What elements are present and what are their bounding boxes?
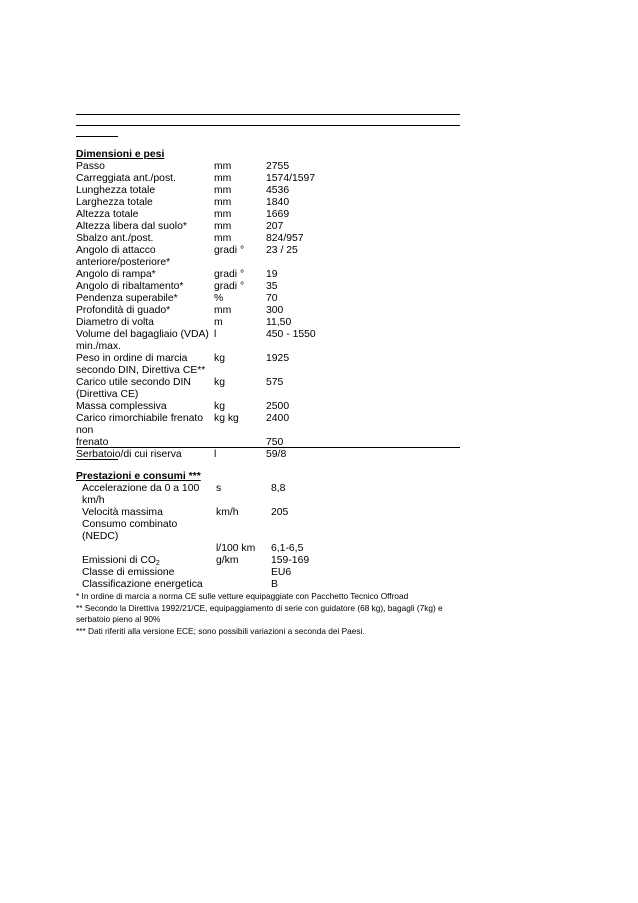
table-row: [76, 365, 346, 377]
table-row: [76, 185, 346, 197]
row-value: 575: [266, 377, 284, 388]
row-label: Peso in ordine di marcia: [76, 353, 188, 364]
dimensions-table: [76, 161, 346, 461]
dimensions-title: Dimensioni e pesi: [76, 149, 165, 160]
table-row: [76, 197, 346, 209]
row-unit: [216, 495, 271, 507]
row-label: Angolo di attacco: [76, 245, 156, 256]
row-unit: mm: [214, 197, 232, 208]
row-unit: mm: [214, 221, 232, 232]
row-value: 1669: [266, 209, 290, 220]
row-unit: %: [214, 293, 224, 304]
row-value: 2755: [266, 161, 290, 172]
row-value: 70: [266, 293, 278, 304]
row-unit: l: [214, 449, 217, 460]
performance-title-suffix: ***: [185, 471, 201, 482]
row-value: 23 / 25: [266, 245, 298, 256]
row-value: 2500: [266, 401, 290, 412]
table-row: [76, 389, 346, 401]
energy-label: Classificazione energetica: [82, 579, 203, 590]
row-unit: mm: [214, 173, 232, 184]
table-row: [76, 353, 346, 365]
energy-value: B: [271, 579, 278, 590]
row-unit: l: [214, 329, 217, 340]
row-value: [266, 389, 346, 401]
row-unit: mm: [214, 305, 232, 316]
table-row: [76, 401, 346, 413]
class-value: EU6: [271, 567, 292, 578]
table-row: [82, 579, 351, 591]
row-value: 300: [266, 305, 284, 316]
top-rule-2: [76, 125, 460, 126]
row-value: 19: [266, 269, 278, 280]
row-value: 750: [266, 437, 284, 448]
row-label: min./max.: [76, 341, 122, 352]
row-label: [82, 543, 216, 555]
row-unit: mm: [214, 161, 232, 172]
row-unit: [216, 519, 271, 543]
table-row: [76, 329, 346, 341]
row-label: Consumo combinato (NEDC): [82, 519, 178, 542]
performance-table: [82, 483, 351, 591]
row-unit: gradi °: [214, 269, 245, 280]
row-label: (Direttiva CE): [76, 389, 139, 400]
row-value: [266, 257, 346, 269]
table-row: [76, 209, 346, 221]
row-label: Sbalzo ant./post.: [76, 233, 154, 244]
row-value: 207: [266, 221, 284, 232]
row-label: Altezza libera dal suolo*: [76, 221, 187, 232]
class-label: Classe di emissione: [82, 567, 175, 578]
row-value: 450 - 1550: [266, 329, 316, 340]
table-row: [82, 555, 351, 567]
row-unit: mm: [214, 185, 232, 196]
mid-short-rule: [76, 459, 118, 460]
row-label: Accelerazione da 0 a 100: [82, 483, 200, 494]
emissions-value: 159-169: [271, 555, 310, 566]
row-value: 205: [271, 507, 289, 518]
row-value: 8,8: [271, 483, 286, 494]
performance-title-text: Prestazioni e consumi: [76, 471, 186, 482]
row-label: Angolo di ribaltamento*: [76, 281, 184, 292]
row-value: 59/8: [266, 449, 287, 460]
row-label: Larghezza totale: [76, 197, 153, 208]
row-unit: [214, 257, 266, 269]
row-label: Massa complessiva: [76, 401, 167, 412]
row-unit: mm: [214, 233, 232, 244]
row-label: Altezza totale: [76, 209, 139, 220]
row-unit: s: [216, 483, 222, 494]
row-unit: [214, 365, 266, 377]
row-label: Serbatoio/di cui riserva: [76, 449, 182, 460]
table-row: [76, 377, 346, 389]
row-label: anteriore/posteriore*: [76, 257, 171, 268]
row-value: 1840: [266, 197, 290, 208]
footnote-1: * In ordine di marcia a norma CE sulle vetture equipaggiate con Pacchetto Tecnico Offroad: [76, 591, 409, 601]
table-row: [76, 317, 346, 329]
footnote-2: ** Secondo la Direttiva 1992/21/CE, equipaggiamento di serie con guidatore (68 kg), bagagli (7kg) e serbatoio pieno al 90%: [76, 602, 443, 624]
row-value: [271, 495, 351, 507]
row-label: km/h: [82, 495, 105, 506]
table-row: [82, 567, 351, 579]
row-value: [271, 519, 351, 543]
table-row: [76, 161, 346, 173]
table-row: [82, 519, 351, 543]
row-unit: gradi °: [214, 281, 245, 292]
row-label: secondo DIN, Direttiva CE**: [76, 365, 206, 376]
table-row: [76, 341, 346, 353]
row-unit: l/100 km: [216, 543, 256, 554]
row-label: Diametro di volta: [76, 317, 154, 328]
table-row: [82, 495, 351, 507]
table-row: [76, 221, 346, 233]
table-row: [76, 257, 346, 269]
row-unit: kg: [214, 353, 225, 364]
table-row: [82, 543, 351, 555]
table-row: [76, 293, 346, 305]
row-label: frenato: [76, 437, 109, 448]
top-rule-1: [76, 114, 460, 115]
row-value: 1574/1597: [266, 173, 316, 184]
row-value: [266, 341, 346, 353]
row-label: Lunghezza totale: [76, 185, 156, 196]
row-value: 824/957: [266, 233, 304, 244]
footnote-3: *** Dati riferiti alla versione ECE; sono possibili variazioni a seconda dei Paesi.: [76, 625, 365, 636]
table-row: [76, 413, 346, 437]
row-value: 35: [266, 281, 278, 292]
footnotes: [76, 591, 476, 637]
row-value: [266, 365, 346, 377]
row-unit: kg: [214, 401, 225, 412]
emissions-unit: g/km: [216, 555, 239, 566]
row-label: Passo: [76, 161, 105, 172]
row-unit: [214, 341, 266, 353]
row-unit: km/h: [216, 507, 239, 518]
row-label: Carreggiata ant./post.: [76, 173, 176, 184]
row-value: 1925: [266, 353, 290, 364]
table-row: [82, 507, 351, 519]
row-unit: m: [214, 317, 223, 328]
row-unit: kg kg: [214, 413, 239, 424]
row-label: Profondità di guado*: [76, 305, 171, 316]
row-value: 11,50: [266, 317, 292, 328]
table-row: [76, 281, 346, 293]
row-label: Volume del bagagliaio (VDA): [76, 329, 209, 340]
row-value: 4536: [266, 185, 290, 196]
row-unit: [214, 389, 266, 401]
row-unit: mm: [214, 209, 232, 220]
table-row: [76, 269, 346, 281]
mid-rule: [76, 447, 460, 448]
row-value: 2400: [266, 413, 290, 424]
table-row: [76, 233, 346, 245]
row-label: Carico utile secondo DIN: [76, 377, 191, 388]
row-label: Carico rimorchiabile frenato non: [76, 413, 204, 436]
table-row: [76, 173, 346, 185]
top-short-rule: [76, 136, 118, 137]
performance-title: [76, 471, 201, 483]
row-label: Velocità massima: [82, 507, 163, 518]
row-unit: kg: [214, 377, 225, 388]
row-unit: gradi °: [214, 245, 245, 256]
table-row: [82, 483, 351, 495]
table-row: [76, 305, 346, 317]
row-label: Pendenza superabile*: [76, 293, 178, 304]
table-row: [76, 245, 346, 257]
row-value: 6,1-6,5: [271, 543, 304, 554]
emissions-label: Emissioni di $CO_2$: [82, 555, 160, 567]
row-label: Angolo di rampa*: [76, 269, 156, 280]
